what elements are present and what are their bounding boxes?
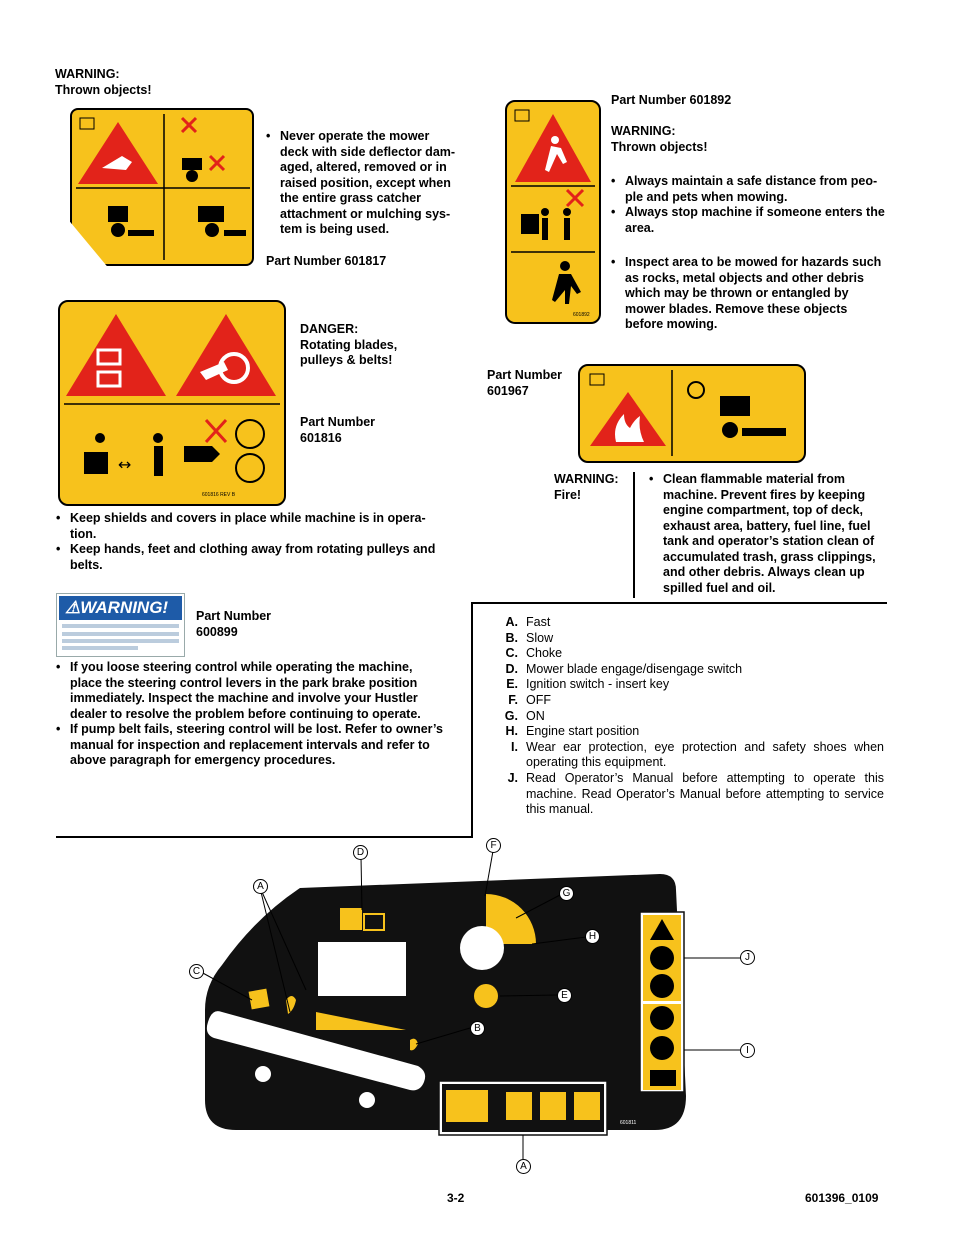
service-manual-icon [650,974,674,998]
callout-b-slow: B [470,1021,485,1036]
blade-decal-icon [540,1092,566,1120]
document-number: 601396_0109 [805,1191,879,1205]
svg-text:601816 REV B: 601816 REV B [202,492,236,498]
legend-row: C. Choke [505,646,563,661]
callout-f-off: F [486,838,501,853]
part-number-601892: Part Number 601892 [611,93,732,107]
bullet: • Clean flammable material from machine. Prevent fires by keeping engine compartment, top of deck, exhaust area, battery, fuel line, fuel tank and operator’s station clean of accumulated trash, grass clippings, and other debris. Always clean up spilled fuel and oil. [649,472,877,596]
legend-row: B. Slow [505,630,554,645]
part-number-601967: Part Number 601967 [487,368,563,398]
mount-hole [359,1092,375,1108]
callout-i-ppe: I [740,1043,755,1058]
svg-text:601892: 601892 [573,312,590,318]
bullet: • Inspect area to be mowed for hazards such as rocks, metal objects and other debris which may be thrown or entangled by mower blades. Remove these objects before mowing. [611,255,885,333]
callout-h-start: H [585,929,600,944]
legend-row: D. Mower blade engage/disengage switch [505,661,743,676]
legend-row: A. Fast [505,615,551,629]
page-number: 3-2 [447,1191,465,1205]
warning-banner: ⚠WARNING! [59,596,182,620]
legend-row: E. Ignition switch - insert key [506,677,670,692]
read-manual-icon [650,946,674,970]
ignition-key-hole [460,926,504,970]
fast-decal-icon [446,1090,488,1122]
bullet: • Always maintain a safe distance from peo- ple and pets when mowing. [611,174,885,205]
warning-heading-601892: WARNING: Thrown objects! [611,124,708,154]
gear-decal-icon [574,1092,600,1120]
legend-row: G. ON [504,708,545,723]
bullet: • Keep hands, feet and clothing away from rotating pulleys and belts. [56,542,440,573]
legend-row: H. Engine start position [505,724,640,739]
bullet: • Never operate the mower deck with side deflector dam- aged, altered, removed or in raised position, except when the entire grass catcher attachment or mulching sys- tem is being used. [266,129,460,238]
legend-row: I. Wear ear protection, eye protection and safety shoes when operating this equipment. [511,739,884,770]
callout-j-manual: J [740,950,755,965]
manual-decal-icon [506,1092,532,1120]
bullet: • Keep shields and covers in place while machine is in opera- tion. [56,511,440,542]
legend-row: F. OFF [508,692,551,707]
callout-a-fast-decal: A [516,1159,531,1174]
safety-shoe-icon [650,1070,676,1086]
part-number-601816: Part Number 601816 [300,415,376,445]
bullet: • If pump belt fails, steering control will be lost. Refer to owner’s manual for inspection and replacement intervals and refer to above paragraph for emergency procedures. [56,722,444,769]
warning-heading-601967: WARNING: Fire! [554,472,619,502]
svg-text:↔: ↔ [118,455,132,474]
callout-d-blade-switch: D [353,845,368,860]
warning-heading-601817: WARNING: Thrown objects! [55,67,152,97]
choke-icon [249,989,270,1010]
ignition-key-icon [474,984,498,1008]
mower-blade-icon [340,908,362,930]
callout-e-ignition: E [557,988,572,1003]
bullet: • Always stop machine if someone enters the area. [611,205,885,236]
bullet: • If you loose steering control while operating the machine, place the steering control levers in the park brake position immediately. Inspect the machine and involve your Hustler dealer to resolve the problem before continuing to operate. [56,660,444,722]
warning-triangle-icon: ⚠ [65,598,81,617]
part-number-600899: Part Number 600899 [196,609,272,639]
callout-g-on: G [559,886,574,901]
display-window [318,942,406,996]
panel-code: 601811 [620,1120,637,1126]
eye-protection-icon [650,1036,674,1060]
danger-heading-601816: DANGER: Rotating blades, pulleys & belts! [300,322,398,367]
part-number-601817: Part Number 601817 [266,254,387,268]
callout-c-choke: C [189,964,204,979]
ear-protection-icon [650,1006,674,1030]
callout-a-fast: A [253,879,268,894]
mount-hole [255,1066,271,1082]
legend-row: J. Read Operator’s Manual before attempting to operate this machine. Read Operator’s Manual before attempting to service this manual. [507,770,884,817]
